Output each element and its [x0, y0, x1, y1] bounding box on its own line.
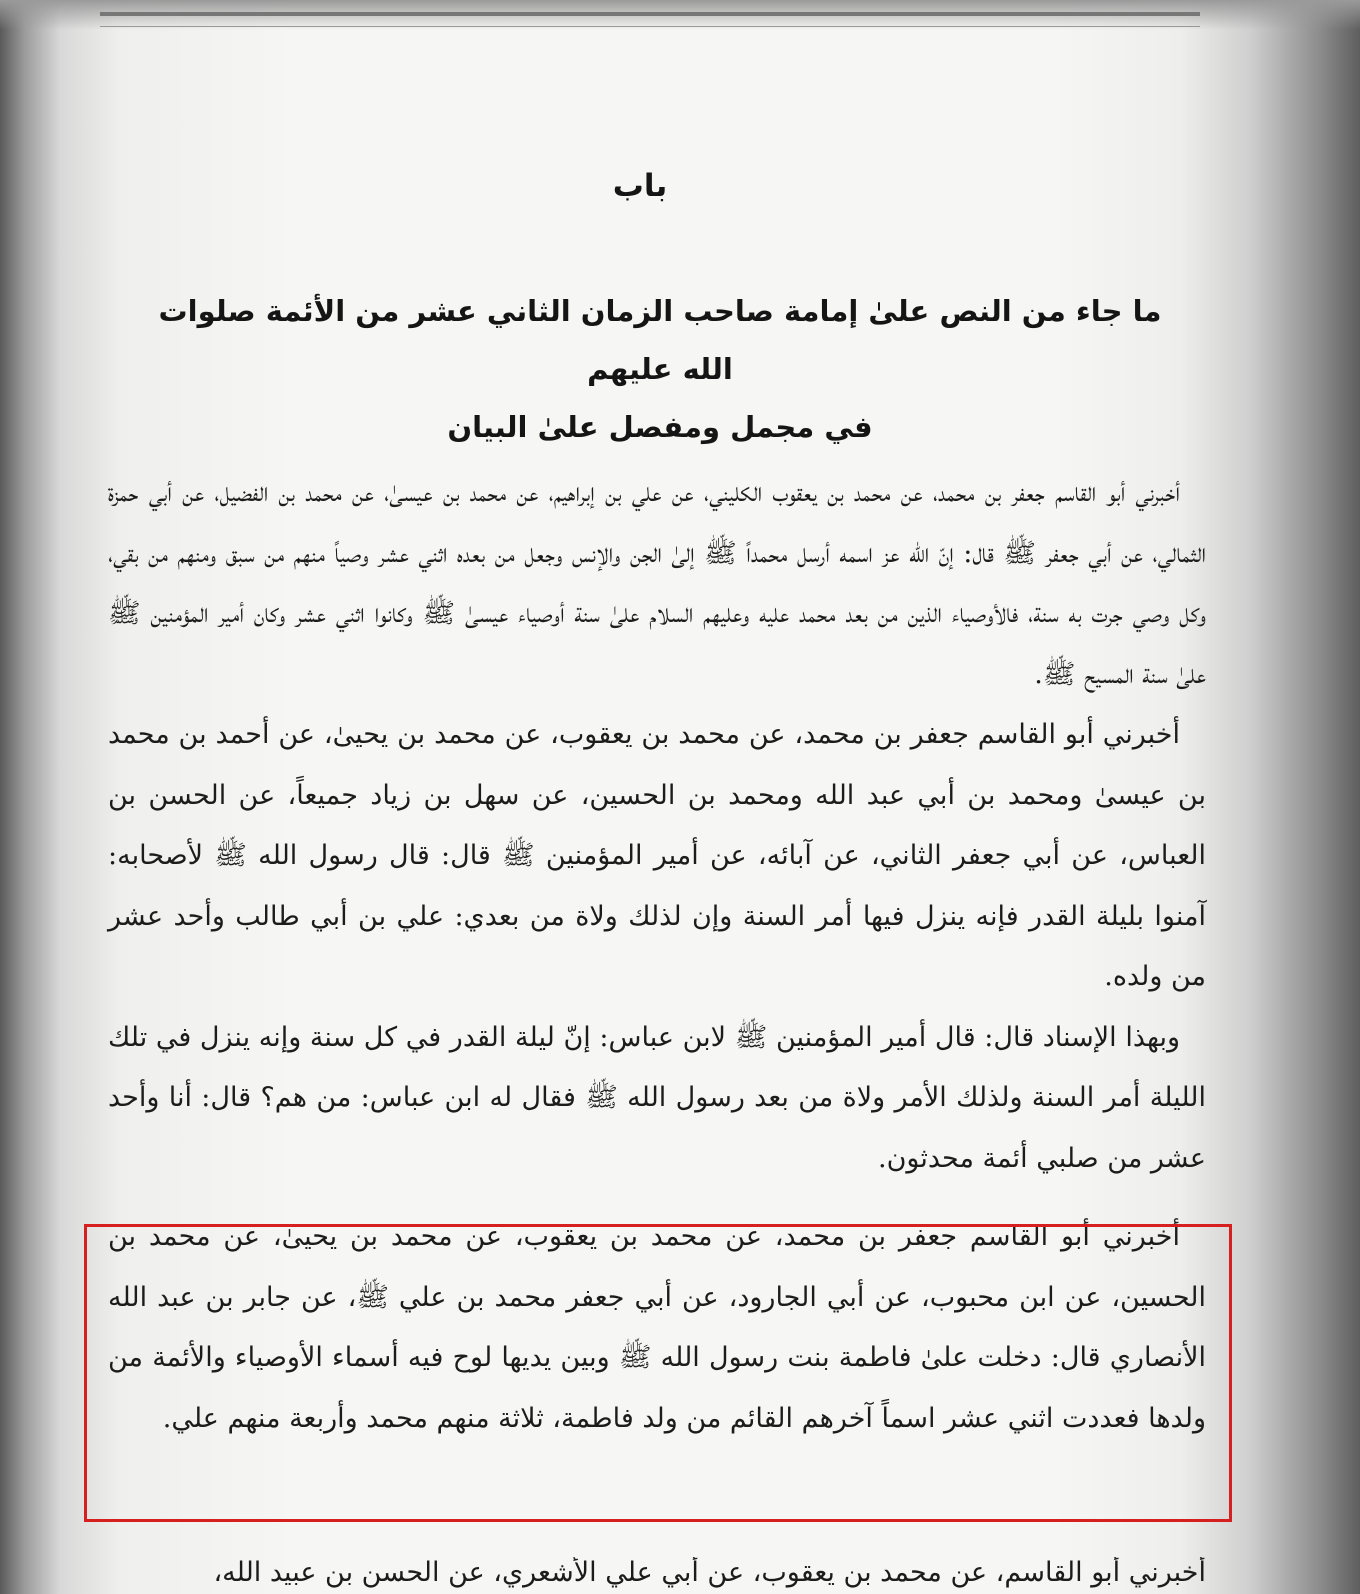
header-rule [100, 12, 1200, 27]
body-text [108, 463, 1206, 1449]
section-heading: باب [612, 168, 668, 204]
chapter-title-line-2: في مجمل ومفصل علىٰ البيان [447, 410, 873, 444]
hadith-paragraph-3: وبهذا الإسناد قال: قال أمير المؤمنين ﷺ لابن عباس: إنّ ليلة القدر في كل سنة وإنه ينزل في تلك الليلة أمر السنة ولذلك الأمر ولاة من بعد رسول الله ﷺ فقال له ابن عباس: من هم؟ قال: أنا وأحد عشر من صلبي أئمة محدثون. [108, 1021, 1206, 1174]
chapter-title-line-1: ما جاء من النص علىٰ إمامة صاحب الزمان الثاني عشر من الأئمة صلوات الله عليهم [158, 294, 1162, 386]
chapter-title [130, 282, 1190, 456]
show-through-texture [300, 58, 1180, 258]
hadith-paragraph-4-highlighted: أخبرني أبو القاسم جعفر بن محمد، عن محمد بن يعقوب، عن محمد بن يحيىٰ، عن محمد بن الحسين، عن ابن محبوب، عن أبي الجارود، عن أبي جعفر محمد بن علي ﷺ، عن جابر بن عبد الله الأنصاري قال: دخلت علىٰ فاطمة بنت رسول الله ﷺ وبين يديها لوح فيه أسماء الأوصياء والأئمة من ولدها فعددت اثني عشر اسماً آخرهم القائم من ولد فاطمة، ثلاثة منهم محمد وأربعة منهم علي. [108, 1221, 1206, 1434]
hadith-paragraph-2: أخبرني أبو القاسم جعفر بن محمد، عن محمد بن يعقوب، عن محمد بن يحيىٰ، عن أحمد بن محمد بن عيسىٰ ومحمد بن أبي عبد الله ومحمد بن الحسين، عن سهل بن زياد جميعاً، عن الحسن بن العباس، عن أبي جعفر الثاني، عن آبائه، عن أمير المؤمنين ﷺ قال: قال رسول الله ﷺ لأصحابه: آمنوا بليلة القدر فإنه ينزل فيها أمر السنة وإن لذلك ولاة من بعدي: علي بن أبي طالب وأحد عشر من ولده. [108, 719, 1206, 992]
hadith-paragraph-1: أخبرني أبو القاسم جعفر بن محمد، عن محمد بن يعقوب الكليني، عن علي بن إبراهيم، عن محمد بن عيسىٰ، عن محمد بن الفضيل، عن أبي حمزة الثمالي، عن أبي جعفر ﷺ قال: إنّ الله عز اسمه أرسل محمداً ﷺ إلىٰ الجن والإنس وجعل من بعده اثني عشر وصياً منهم من سبق ومنهم من بقي، وكل وصي جرت به سنة، فالأوصياء الذين من بعد محمد عليه وعليهم السلام علىٰ سنة أوصياء عيسىٰ ﷺ وكانوا اثني عشر وكان أمير المؤمنين ﷺ علىٰ سنة المسيح ﷺ. [108, 477, 1206, 690]
cut-off-line: أخبرني أبو القاسم، عن محمد بن يعقوب، عن أبي علي الأشعري، عن الحسن بن عبيد الله، [213, 1557, 1206, 1588]
